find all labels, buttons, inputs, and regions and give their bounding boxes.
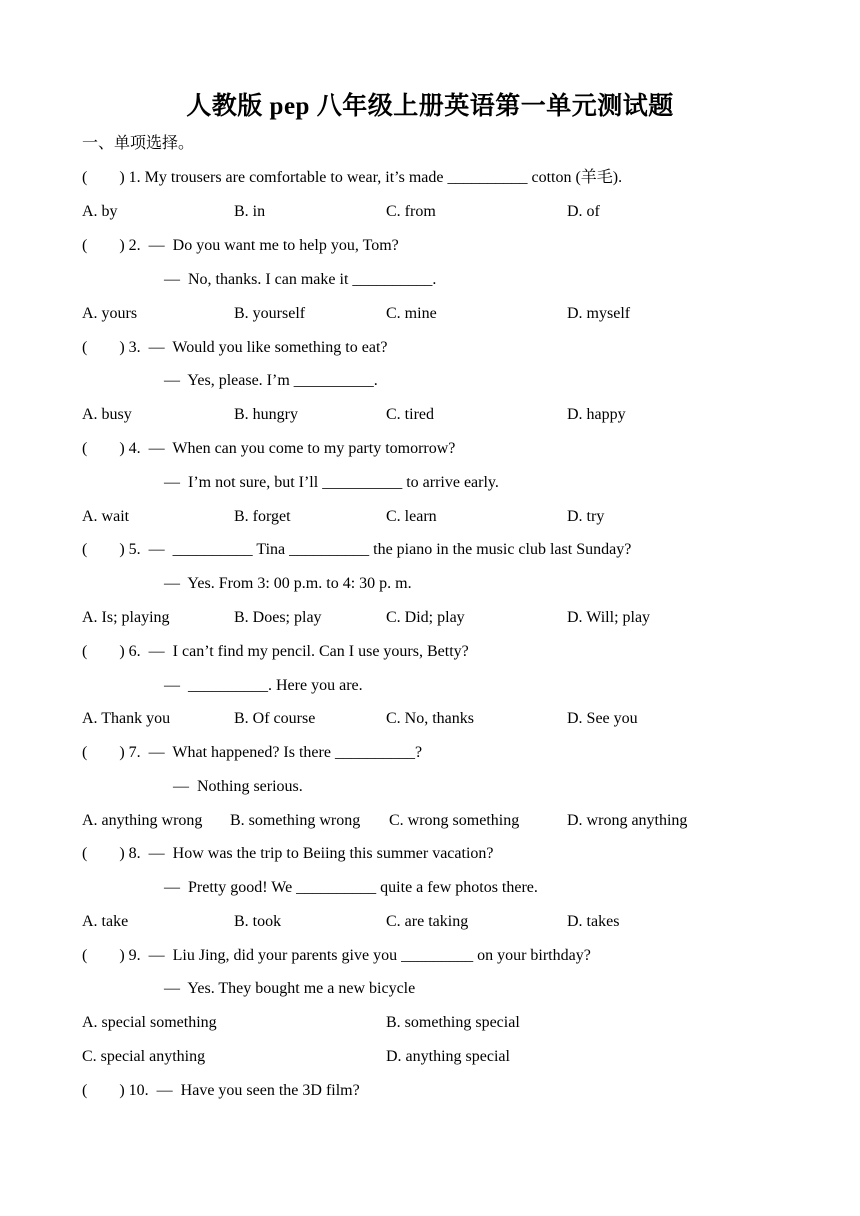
q9-option-b: B. something special	[386, 1014, 520, 1031]
page-title: 人教版 pep 八年级上册英语第一单元测试题	[186, 93, 674, 120]
q5-option-b: B. Does; play	[234, 609, 322, 626]
q6-option-c: C. No, thanks	[386, 710, 474, 727]
q3-option-b: B. hungry	[234, 406, 298, 423]
q9-option-d: D. anything special	[386, 1048, 510, 1065]
q7-option-b: B. something wrong	[230, 812, 361, 829]
q3-option-d: D. happy	[567, 406, 626, 423]
q6-option-b: B. Of course	[234, 710, 316, 727]
q4-option-c: C. learn	[386, 508, 437, 525]
question-4-stem: ( ) 4. — When can you come to my party tomorrow?	[82, 440, 456, 457]
question-5-reply: — Yes. From 3: 00 p.m. to 4: 30 p. m.	[164, 575, 412, 592]
q6-option-a: A. Thank you	[82, 710, 171, 727]
q8-option-d: D. takes	[567, 913, 620, 930]
question-6-reply: — __________. Here you are.	[164, 677, 363, 694]
q4-option-a: A. wait	[82, 508, 130, 525]
question-3-stem: ( ) 3. — Would you like something to eat?	[82, 339, 388, 356]
q5-option-c: C. Did; play	[386, 609, 465, 626]
q1-option-a: A. by	[82, 203, 118, 220]
q2-option-c: C. mine	[386, 305, 437, 322]
q1-option-d: D. of	[567, 203, 600, 220]
q4-option-d: D. try	[567, 508, 605, 525]
q7-option-a: A. anything wrong	[82, 812, 203, 829]
q7-option-d: D. wrong anything	[567, 812, 688, 829]
q4-option-b: B. forget	[234, 508, 291, 525]
q9-option-c: C. special anything	[82, 1048, 206, 1065]
q5-option-d: D. Will; play	[567, 609, 651, 626]
q3-option-a: A. busy	[82, 406, 132, 423]
q2-option-b: B. yourself	[234, 305, 306, 322]
q8-option-a: A. take	[82, 913, 129, 930]
question-8-stem: ( ) 8. — How was the trip to Beiing this summer vacation?	[82, 845, 494, 862]
question-7-stem: ( ) 7. — What happened? Is there __________?	[82, 744, 423, 761]
q6-option-d: D. See you	[567, 710, 638, 727]
question-1-stem: ( ) 1. My trousers are comfortable to wear, it’s made __________ cotton (羊毛).	[82, 169, 623, 186]
question-3-reply: — Yes, please. I’m __________.	[164, 372, 378, 389]
question-9-reply: — Yes. They bought me a new bicycle	[164, 980, 416, 997]
section-heading: 一、单项选择。	[82, 135, 195, 152]
question-2-reply: — No, thanks. I can make it __________.	[164, 271, 437, 288]
question-8-reply: — Pretty good! We __________ quite a few photos there.	[164, 879, 538, 896]
q1-option-c: C. from	[386, 203, 436, 220]
q3-option-c: C. tired	[386, 406, 434, 423]
q7-option-c: C. wrong something	[389, 812, 520, 829]
question-9-stem: ( ) 9. — Liu Jing, did your parents give you _________ on your birthday?	[82, 947, 591, 964]
question-2-stem: ( ) 2. — Do you want me to help you, Tom?	[82, 237, 399, 254]
question-6-stem: ( ) 6. — I can’t find my pencil. Can I use yours, Betty?	[82, 643, 469, 660]
question-7-reply: — Nothing serious.	[173, 778, 303, 795]
q2-option-a: A. yours	[82, 305, 138, 322]
question-5-stem: ( ) 5. — __________ Tina __________ the piano in the music club last Sunday?	[82, 541, 632, 558]
question-4-reply: — I’m not sure, but I’ll __________ to arrive early.	[164, 474, 499, 491]
q2-option-d: D. myself	[567, 305, 631, 322]
q5-option-a: A. Is; playing	[82, 609, 170, 626]
q1-option-b: B. in	[234, 203, 266, 220]
question-10-stem: ( ) 10. — Have you seen the 3D film?	[82, 1082, 360, 1099]
q8-option-c: C. are taking	[386, 913, 469, 930]
q8-option-b: B. took	[234, 913, 282, 930]
q9-option-a: A. special something	[82, 1014, 217, 1031]
